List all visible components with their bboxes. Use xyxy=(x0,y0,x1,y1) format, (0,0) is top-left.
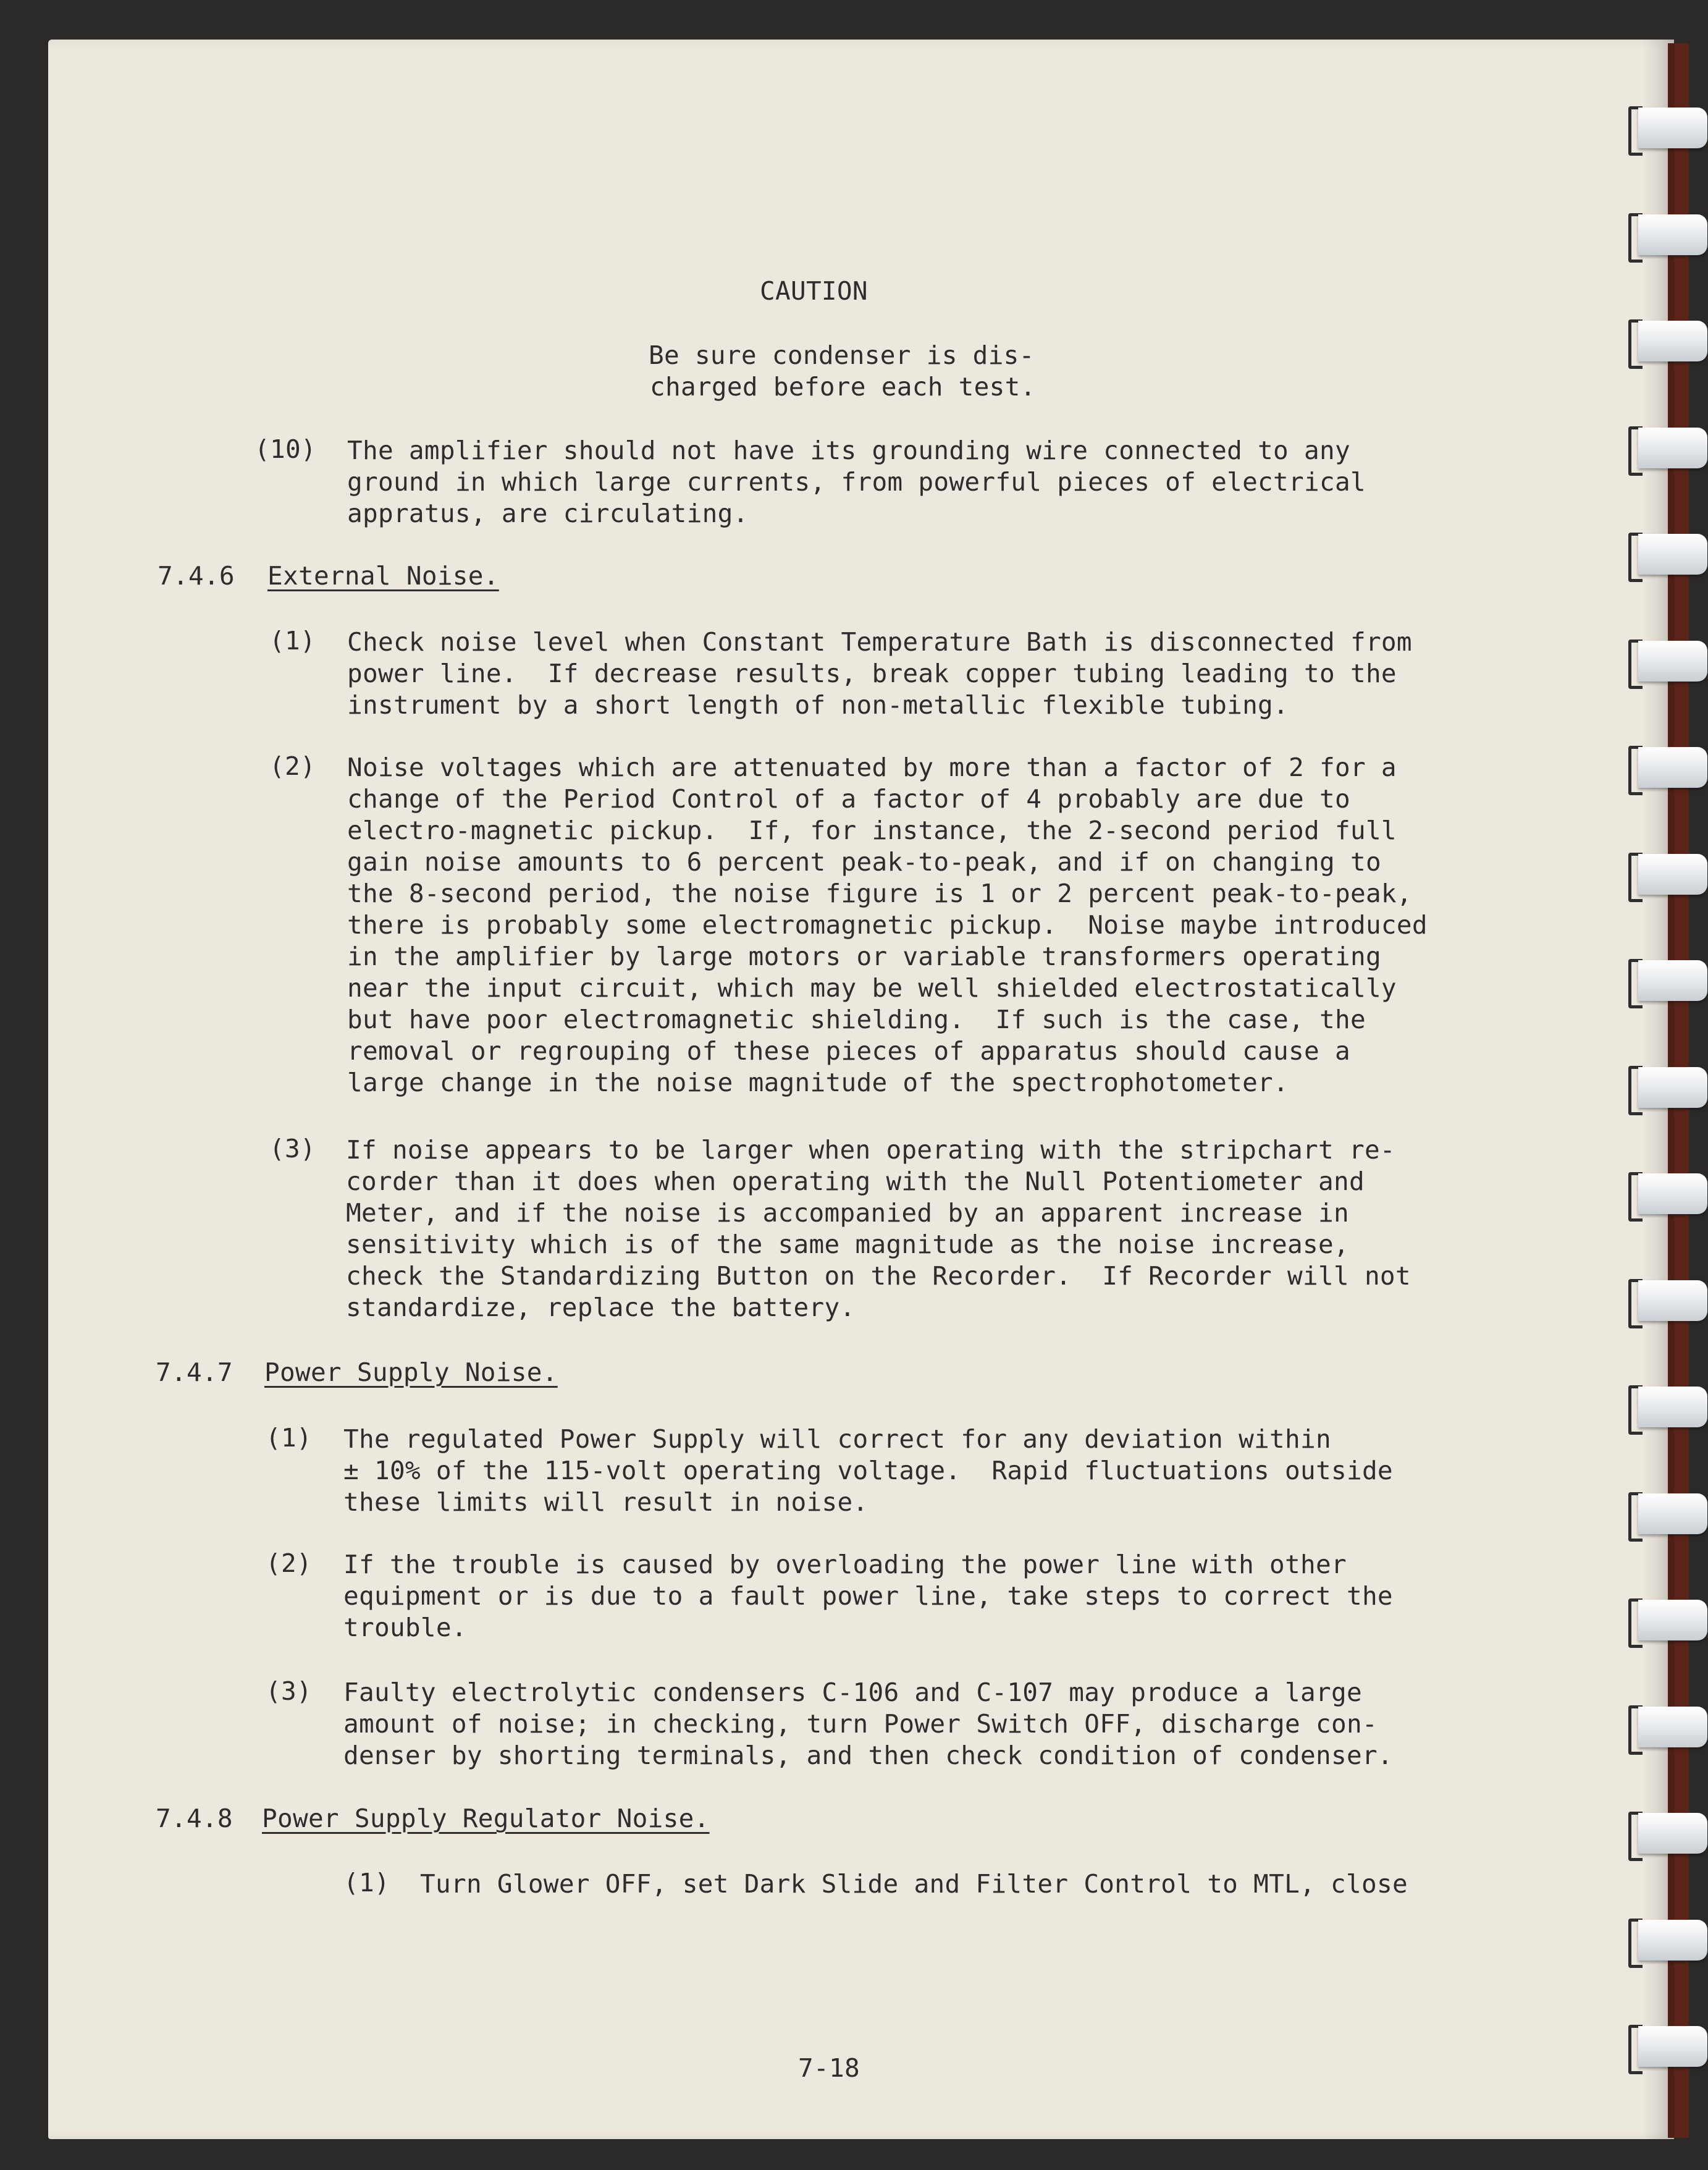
binding-ring xyxy=(1638,1493,1707,1534)
binding-coil xyxy=(1623,1596,1708,1644)
binding-ring xyxy=(1638,960,1707,1001)
paragraph-line: If noise appears to be larger when operating with the stripchart re- xyxy=(346,1135,1395,1165)
paragraph-line: power line. If decrease results, break copper tubing leading to the xyxy=(347,659,1397,688)
binding-coil xyxy=(1623,317,1708,365)
binding-ring xyxy=(1638,1173,1707,1214)
item-number: (1) xyxy=(343,1868,390,1898)
binding-coil xyxy=(1623,1383,1708,1431)
paragraph-line: Noise voltages which are attenuated by more than a factor of 2 for a xyxy=(347,753,1397,782)
binding-coil xyxy=(1623,2022,1708,2071)
paragraph-line: ± 10% of the 115-volt operating voltage. Rapid fluctuations outside xyxy=(343,1456,1393,1485)
paragraph-line: If the trouble is caused by overloading the power line with other xyxy=(343,1550,1347,1579)
paragraph-line: corder than it does when operating with the Null Potentiometer and xyxy=(346,1167,1365,1196)
paragraph-line: removal or regrouping of these pieces of apparatus should cause a xyxy=(347,1036,1350,1066)
item-number: (2) xyxy=(269,751,316,781)
paragraph-line: electro-magnetic pickup. If, for instance, the 2-second period full xyxy=(347,816,1397,845)
paragraph-line: but have poor electromagnetic shielding. If such is the case, the xyxy=(347,1005,1366,1034)
section-number: 7.4.7 xyxy=(156,1357,233,1387)
binding-ring xyxy=(1638,747,1707,788)
item-number: (1) xyxy=(269,626,316,656)
binding-ring xyxy=(1638,2026,1707,2067)
binding-ring xyxy=(1638,641,1707,682)
binding-ring xyxy=(1638,534,1707,575)
paragraph-line: sensitivity which is of the same magnitude as the noise increase, xyxy=(346,1230,1349,1259)
paragraph-line: Meter, and if the noise is accompanied by an apparent increase in xyxy=(346,1198,1349,1228)
item-number: (3) xyxy=(269,1134,316,1163)
section-title: Power Supply Regulator Noise. xyxy=(262,1804,710,1833)
paragraph-line: The regulated Power Supply will correct for any deviation within xyxy=(343,1424,1331,1454)
paragraph-line: appratus, are circulating. xyxy=(347,499,749,528)
paragraph-line: these limits will result in noise. xyxy=(343,1487,869,1517)
paragraph-line: Check noise level when Constant Temperature Bath is disconnected from xyxy=(347,627,1412,657)
binding-coil xyxy=(1623,1170,1708,1218)
paragraph-line: in the amplifier by large motors or variable transformers operating xyxy=(347,942,1381,971)
binding-coil xyxy=(1623,1703,1708,1751)
binding-ring xyxy=(1638,854,1707,895)
binding-ring xyxy=(1638,1600,1707,1640)
paragraph-line: change of the Period Control of a factor of 4 probably are due to xyxy=(347,784,1350,814)
item-number: (3) xyxy=(266,1676,312,1706)
paragraph-line: near the input circuit, which may be well shielded electrostatically xyxy=(347,973,1397,1003)
binding-coil xyxy=(1623,743,1708,792)
paragraph-line: gain noise amounts to 6 percent peak-to-peak, and if on changing to xyxy=(347,847,1381,877)
paragraph-line: check the Standardizing Button on the Recorder. If Recorder will not xyxy=(346,1261,1411,1291)
page-number: 7-18 xyxy=(798,2053,860,2083)
paragraph-line: the 8-second period, the noise figure is 1 or 2 percent peak-to-peak, xyxy=(347,879,1412,908)
paragraph-line: large change in the noise magnitude of the spectrophotometer. xyxy=(347,1068,1289,1097)
binding-coil xyxy=(1623,1809,1708,1857)
section-number: 7.4.6 xyxy=(158,561,235,591)
paragraph-line: amount of noise; in checking, turn Power Switch OFF, discharge con- xyxy=(343,1709,1378,1739)
binding-ring xyxy=(1638,108,1707,148)
paragraph-line: instrument by a short length of non-metallic flexible tubing. xyxy=(347,690,1289,720)
binding-coil xyxy=(1623,211,1708,259)
binding-ring xyxy=(1638,1813,1707,1854)
binding-ring xyxy=(1638,1280,1707,1321)
binding-coil xyxy=(1623,530,1708,578)
paragraph-line: The amplifier should not have its grounding wire connected to any xyxy=(347,436,1350,465)
paragraph-line: there is probably some electromagnetic pickup. Noise maybe introduced xyxy=(347,910,1428,940)
binding-ring xyxy=(1638,1707,1707,1747)
binding-coil xyxy=(1623,424,1708,472)
paragraph-line: Turn Glower OFF, set Dark Slide and Filter Control to MTL, close xyxy=(420,1869,1408,1899)
caution-title: CAUTION xyxy=(760,276,868,306)
paragraph-line: ground in which large currents, from powerful pieces of electrical xyxy=(347,467,1366,497)
item-number: (2) xyxy=(266,1548,312,1578)
section-title: Power Supply Noise. xyxy=(264,1357,558,1387)
binding-ring xyxy=(1638,321,1707,361)
paragraph-line: Faulty electrolytic condensers C-106 and C-107 may produce a large xyxy=(343,1678,1362,1707)
binding-coil xyxy=(1623,104,1708,152)
binding-coil xyxy=(1623,956,1708,1005)
binding-ring xyxy=(1638,214,1707,255)
binding-coil xyxy=(1623,850,1708,898)
binding-ring xyxy=(1638,1920,1707,1961)
item-number: (10) xyxy=(255,434,316,464)
binding-ring xyxy=(1638,1067,1707,1108)
paragraph-line: trouble. xyxy=(343,1613,467,1642)
paragraph-line: equipment or is due to a fault power line, take steps to correct the xyxy=(343,1581,1393,1611)
binding-coil xyxy=(1623,637,1708,685)
section-title: External Noise. xyxy=(267,561,499,591)
binding-ring xyxy=(1638,1387,1707,1427)
caution-line: charged before each test. xyxy=(650,372,1036,402)
paragraph-line: denser by shorting terminals, and then check condition of condenser. xyxy=(343,1741,1393,1770)
binding-coil xyxy=(1623,1277,1708,1325)
binding-coil xyxy=(1623,1490,1708,1538)
caution-line: Be sure condenser is dis- xyxy=(649,340,1035,370)
binding-ring xyxy=(1638,428,1707,468)
binding-coil xyxy=(1623,1063,1708,1112)
paragraph-line: standardize, replace the battery. xyxy=(346,1293,856,1322)
section-number: 7.4.8 xyxy=(156,1804,233,1833)
binding-coil xyxy=(1623,1916,1708,1964)
item-number: (1) xyxy=(266,1423,312,1453)
